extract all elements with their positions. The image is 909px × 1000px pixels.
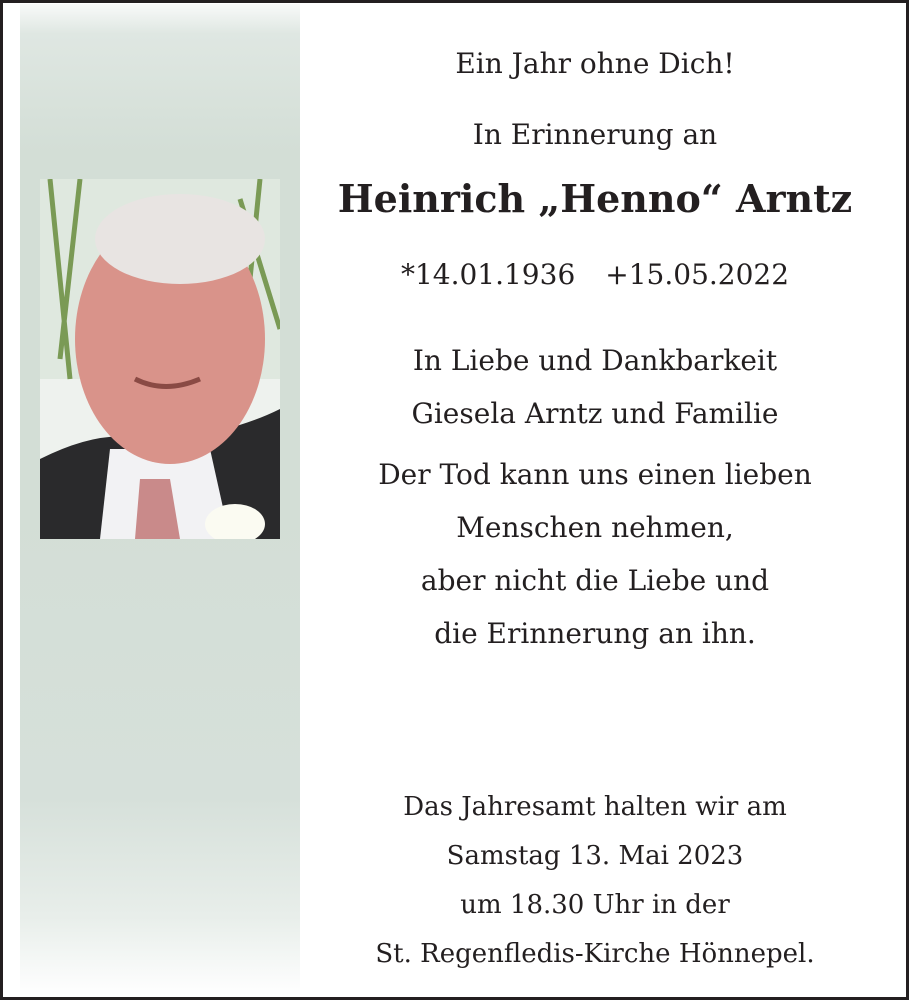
death-date: +15.05.2022 [605, 258, 790, 291]
quote-block [300, 448, 890, 660]
service-line: St. Regenfledis-Kirche Hönnepel. [375, 939, 815, 969]
deceased-name: Heinrich „Henno“ Arntz [337, 176, 853, 221]
dates [300, 258, 890, 291]
service-line: um 18.30 Uhr in der [460, 890, 730, 920]
intro-text: In Erinnerung an [472, 118, 718, 151]
quote-line: aber nicht die Liebe und [420, 564, 770, 597]
thanks-line: Giesela Arntz und Familie [411, 397, 779, 430]
service-block [300, 783, 890, 979]
portrait-photo [40, 179, 280, 539]
thanks-line: In Liebe und Dankbarkeit [412, 344, 778, 377]
quote-line: die Erinnerung an ihn. [434, 617, 756, 650]
quote-line: Der Tod kann uns einen lieben [378, 458, 812, 491]
quote-line: Menschen nehmen, [456, 511, 734, 544]
headline: Ein Jahr ohne Dich! [455, 47, 735, 80]
thanks-block [300, 334, 890, 440]
service-line: Samstag 13. Mai 2023 [446, 841, 744, 871]
service-line: Das Jahresamt halten wir am [403, 792, 787, 822]
birth-date: *14.01.1936 [400, 258, 576, 291]
